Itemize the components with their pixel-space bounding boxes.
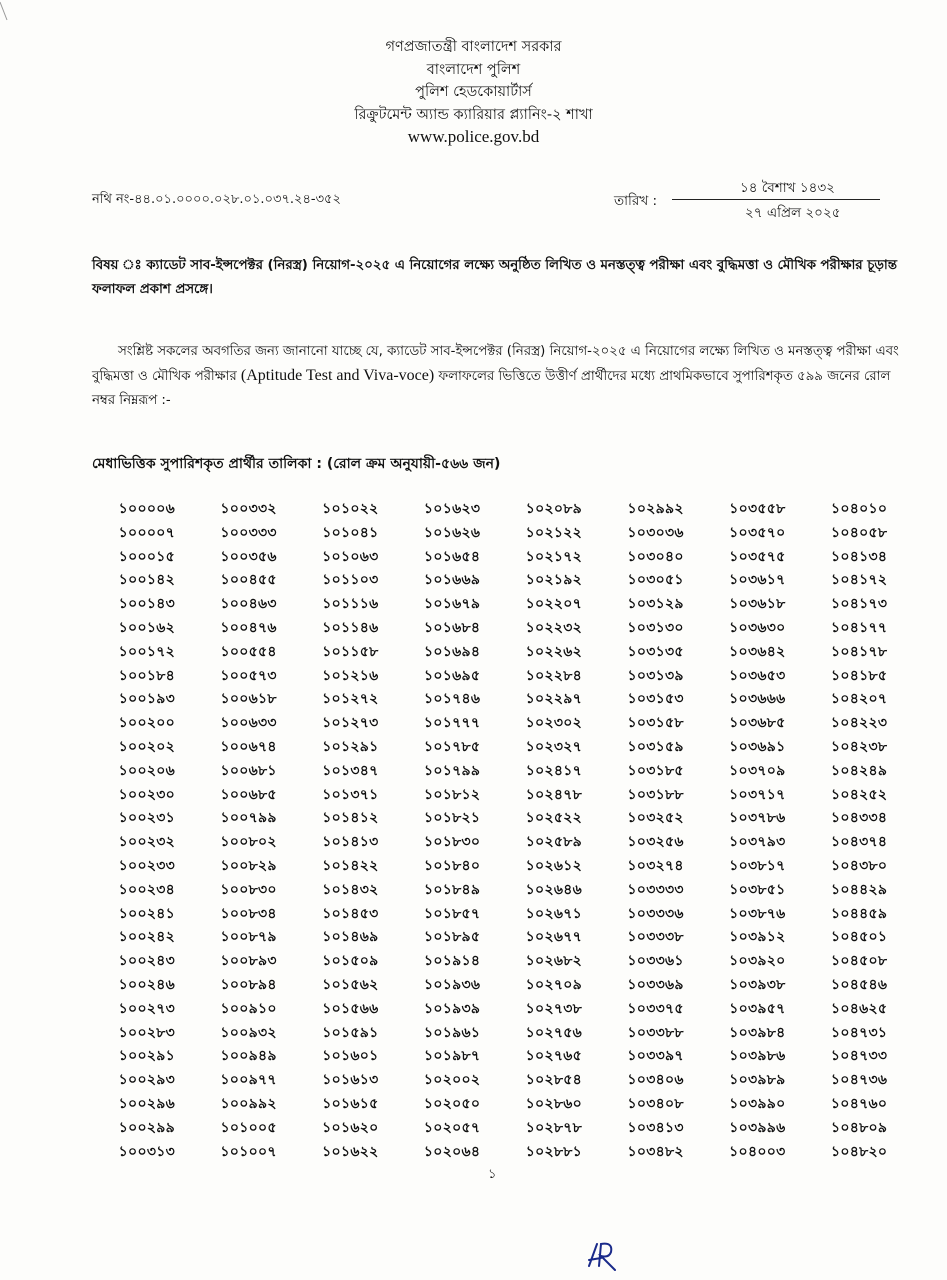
roll-number-cell: ১০০২৯১ [118, 1048, 176, 1065]
roll-number-cell: ১০৩১৮৮ [627, 786, 684, 803]
roll-number-cell: ১০১৬২০ [322, 1119, 379, 1136]
roll-number-cell: ১০৩৯৮৪ [729, 1024, 786, 1041]
roll-number-cell: ১০২৬৮২ [525, 953, 583, 970]
page-number: ১ [488, 1167, 497, 1182]
roll-number-cell: ১০৩১৩৯ [627, 667, 684, 684]
roll-number-cell: ১০২১৯২ [525, 572, 583, 589]
roll-number-cell: ১০২৮৭৮ [525, 1119, 583, 1136]
branch-name: রিক্রুটমেন্ট অ্যান্ড ক্যারিয়ার প্ল্যানিং-২ শাখা [354, 106, 593, 123]
roll-number-cell: ১০২৪১৭ [525, 762, 583, 779]
roll-number-cell: ১০১১৫৮ [322, 643, 379, 660]
roll-number-cell: ১০৩১৩০ [627, 619, 684, 636]
roll-number-cell: ১০৪৭৬০ [830, 1095, 888, 1112]
roll-number-cell: ১০৩৭১৭ [729, 786, 786, 803]
roll-number-cell: ১০১৮৪৯ [423, 881, 481, 898]
roll-number-cell: ১০০৯৯২ [220, 1095, 277, 1112]
roll-number-cell: ১০৩৩৩৬ [627, 905, 684, 922]
roll-number-cell: ১০০৬৩৩ [220, 715, 277, 732]
roll-number-cell: ১০৪০১০ [830, 501, 888, 517]
roll-number-cell: ১০৪১৭২ [830, 572, 888, 589]
roll-number-cell: ১০২০৬৪ [423, 1143, 481, 1160]
roll-number-cell: ১০০২০২ [118, 738, 176, 755]
roll-number-cell: ১০০২৩১ [118, 810, 176, 827]
roll-number-cell: ১০২৭৫৬ [525, 1024, 583, 1041]
roll-number-cell: ১০১৯৩৯ [423, 1000, 481, 1017]
roll-number-cell: ১০৪২২৩ [830, 715, 888, 732]
roll-number-cell: ১০৪৭৩১ [830, 1024, 888, 1041]
roll-number-cell: ১০০৯১০ [220, 1000, 277, 1017]
roll-number-cell: ১০০১৪২ [118, 572, 176, 589]
roll-number-cell: ১০০২৮৩ [118, 1024, 176, 1041]
roll-number-cell: ১০৩০৪০ [627, 548, 684, 565]
roll-number-cell: ১০২৭০৯ [525, 976, 583, 993]
roll-number-cell: ১০০৮৯৪ [220, 976, 277, 993]
roll-number-cell: ১০০৯৩২ [220, 1024, 277, 1041]
roll-number-cell: ১০০১৪৩ [118, 596, 176, 613]
roll-number-cell: ১০১১১৬ [322, 596, 379, 613]
roll-number-cell: ১০১০৪১ [322, 524, 379, 541]
roll-number-cell: ১০৩২৫২ [627, 810, 684, 827]
roll-number-cell: ১০২৬১২ [525, 857, 583, 874]
roll-number-cell: ১০০২৩৪ [118, 881, 176, 898]
roll-number-cell: ১০৪৩৭৪ [830, 834, 888, 851]
roll-number-cell: ১০২৮৬০ [525, 1095, 583, 1112]
roll-number-cell: ১০২২৩২ [525, 619, 583, 636]
government-name: গণপ্রজাতন্ত্রী বাংলাদেশ সরকার [385, 39, 562, 55]
roll-number-cell: ১০২০৮৯ [525, 501, 583, 517]
roll-number-cell: ১০২২৯৭ [525, 691, 583, 708]
roll-number-cell: ১০১৯১৪ [423, 953, 481, 970]
roll-number-cell: ১০৪২৩৮ [830, 738, 888, 755]
roll-number-cell: ১০৩১৫৯ [627, 738, 684, 755]
roll-number-cell: ১০৪৮০৯ [830, 1119, 888, 1136]
roll-number-cell: ১০৩৯৯০ [729, 1095, 786, 1112]
roll-number-cell: ১০৩৫৫৮ [729, 501, 786, 517]
body-english-term: (Aptitude Test and Viva-voce) [240, 367, 435, 384]
roll-number-cell: ১০৩৫৭০ [729, 524, 786, 541]
roll-number-cell: ১০১৭৯৯ [423, 762, 481, 779]
roll-number-cell: ১০০২৯৩ [118, 1072, 176, 1089]
roll-number-cell: ১০০৬১৮ [220, 691, 277, 708]
roll-number-cell: ১০১৬৯৪ [423, 643, 481, 660]
roll-number-cell: ১০৩৫৭৫ [729, 548, 786, 565]
roll-number-cell: ১০৩১২৯ [627, 596, 684, 613]
roll-number-cell: ১০৩৮৫১ [729, 881, 786, 898]
roll-number-cell: ১০৩৯৮৬ [729, 1048, 786, 1065]
roll-number-cell: ১০০০০৬ [118, 501, 176, 517]
roll-number-cell: ১০৩০৫১ [627, 572, 684, 589]
roll-number-cell: ১০১৬৭৯ [423, 596, 481, 613]
roll-number-cell: ১০১৬৫৪ [423, 548, 481, 565]
roll-number-cell: ১০১৭৭৭ [423, 715, 481, 732]
roll-number-cell: ১০০০০৭ [118, 524, 176, 541]
roll-number-cell: ১০১১০৩ [322, 572, 379, 589]
roll-number-cell: ১০০২৪৬ [118, 976, 176, 993]
roll-number-cell: ১০০৮২৯ [220, 857, 277, 874]
website-link[interactable]: www.police.gov.bd [407, 127, 540, 146]
roll-number-cell: ১০৩৭৮৬ [729, 810, 786, 827]
roll-number-cell: ১০২৬৭১ [525, 905, 583, 922]
roll-number-cell: ১০৩৬৪২ [729, 643, 786, 660]
roll-number-cell: ১০১৯৩৬ [423, 976, 481, 993]
roll-number-cell: ১০১২৯১ [322, 738, 379, 755]
roll-number-cell: ১০০৩৫৬ [220, 548, 277, 565]
roll-number-cell: ১০৪২৫২ [830, 786, 888, 803]
roll-number-cell: ১০০২০৬ [118, 762, 176, 779]
roll-number-cell: ১০০২৯৯ [118, 1119, 176, 1136]
roll-number-cell: ১০১৭৪৬ [423, 691, 481, 708]
roll-number-cell: ১০২৮৮১ [525, 1143, 583, 1160]
date-divider [672, 199, 880, 200]
roll-number-cell: ১০০২৪২ [118, 929, 176, 946]
roll-number-cell: ১০৩৩৭৫ [627, 1000, 684, 1017]
roll-number-cell: ১০৩৬৮৫ [729, 715, 786, 732]
roll-number-cell: ১০১০০৫ [220, 1119, 277, 1136]
roll-number-cell: ১০৪৪৫৯ [830, 905, 888, 922]
roll-number-cell: ১০৩৪১৩ [627, 1119, 684, 1136]
roll-number-cell: ১০০৮৭৯ [220, 929, 277, 946]
roll-number-cell: ১০৩১৫৮ [627, 715, 684, 732]
roll-number-cell: ১০১০২২ [322, 501, 379, 517]
roll-number-cell: ১০৩৩৯৭ [627, 1048, 684, 1065]
subject-line: বিষয় ঃ ক্যাডেট সাব-ইন্সপেক্টর (নিরস্ত্র) নিয়োগ-২০২৫ এ নিয়োগের লক্ষ্যে অনুষ্ঠিত লিখিত ও মনস্তত্ত্ব পরীক্ষা এবং বুদ্ধিমত্তা ও মৌখিক পরীক্ষার চূড়ান্ত ফলাফল প্রকাশ প্রসঙ্গে। [92, 258, 897, 297]
roll-number-cell: ১০৪৭৩৬ [830, 1072, 888, 1089]
body-text-part1: সংশ্লিষ্ট সকলের অবগতির জন্য জানানো যাচ্ছে যে, ক্যাডেট সাব-ইন্সপেক্টর (নিরস্ত্র) নিয়োগ-২০২৫ এ নিয়োগের লক্ষ্যে লিখিত ও মনস্তত্ত্ব পরীক্ষা এবং বুদ্ধিমত্তা ও মৌখিক পরীক্ষার [92, 344, 899, 384]
roll-number-cell: ১০৪০০৩ [729, 1143, 786, 1160]
page-corner-mark [0, 0, 10, 22]
roll-number-cell: ১০৩৬৬৬ [729, 691, 786, 708]
roll-number-cell: ১০১৬৯৫ [423, 667, 481, 684]
roll-number-cell: ১০০৭৯৯ [220, 810, 277, 827]
roll-number-cell: ১০২২০৭ [525, 596, 583, 613]
roll-number-cell: ১০৩০৩৬ [627, 524, 684, 541]
roll-number-cell: ১০৪২০৭ [830, 691, 888, 708]
roll-number-cell: ১০১৬১৫ [322, 1095, 379, 1112]
signature-initials [585, 1238, 625, 1274]
roll-number-cell: ১০১৩৭১ [322, 786, 379, 803]
roll-number-cell: ১০৩৩৩৮ [627, 929, 684, 946]
roll-number-cell: ১০৩৬৫৩ [729, 667, 786, 684]
roll-number-cell: ১০২৬৭৭ [525, 929, 583, 946]
roll-number-cell: ১০৩৩৮৮ [627, 1024, 684, 1041]
roll-number-cell: ১০০৫৭৩ [220, 667, 277, 684]
memo-number: নথি নং-৪৪.০১.০০০০.০২৮.০১.০৩৭.২৪-৩৫২ [92, 192, 341, 207]
roll-number-cell: ১০০৮৩৪ [220, 905, 277, 922]
roll-number-cell: ১০৪৬২৫ [830, 1000, 888, 1017]
roll-number-cell: ১০৪৪২৯ [830, 881, 888, 898]
roll-number-cell: ১০৩৬১৮ [729, 596, 786, 613]
roll-number-cell: ১০৩৩৬১ [627, 953, 684, 970]
roll-number-cell: ১০৪৩৮০ [830, 857, 888, 874]
roll-number-cell: ১০১৮৫৭ [423, 905, 481, 922]
letterhead [0, 36, 947, 149]
roll-number-cell: ১০১৯৮৭ [423, 1048, 481, 1065]
roll-number-cell: ১০৩৯৮৯ [729, 1072, 786, 1089]
roll-number-cell: ১০১২৭২ [322, 691, 379, 708]
roll-number-cell: ১০২৩২৭ [525, 738, 583, 755]
roll-number-cell: ১০১৯৬১ [423, 1024, 481, 1041]
date-gregorian: ২৭ এপ্রিল ২০২৫ [745, 205, 841, 221]
roll-number-cell: ১০৩৬৩০ [729, 619, 786, 636]
roll-number-cell: ১০০৯৪৯ [220, 1048, 277, 1065]
date-bengali: ১৪ বৈশাখ ১৪৩২ [740, 180, 835, 196]
roll-number-cell: ১০৩৮১৭ [729, 857, 786, 874]
roll-number-cell: ১০০৯৭৭ [220, 1072, 277, 1089]
roll-number-cell: ১০০১৯৩ [118, 691, 176, 708]
roll-number-cell: ১০২০৫৭ [423, 1119, 481, 1136]
roll-number-cell: ১০০৪৫৫ [220, 572, 277, 589]
roll-number-cell: ১০৩৪০৬ [627, 1072, 684, 1089]
roll-number-cell: ১০০৮৩০ [220, 881, 277, 898]
roll-number-cell: ১০৪১৮৫ [830, 667, 888, 684]
roll-number-cell: ১০২৫৮৯ [525, 834, 583, 851]
roll-number-cell: ১০০৫৫৪ [220, 643, 277, 660]
roll-number-cell: ১০২৭৬৫ [525, 1048, 583, 1065]
roll-number-cell: ১০২২৮৪ [525, 667, 583, 684]
roll-number-cell: ১০৩২৫৬ [627, 834, 684, 851]
roll-number-cell: ১০১৬২৬ [423, 524, 481, 541]
roll-number-cell: ১০৩৯৯৬ [729, 1119, 786, 1136]
roll-number-cell: ১০৪৫০১ [830, 929, 888, 946]
roll-number-cell: ১০৪৭৩৩ [830, 1048, 888, 1065]
roll-number-cell: ১০১৮৪০ [423, 857, 481, 874]
roll-number-cell: ১০৪১৭৮ [830, 643, 888, 660]
roll-number-cell: ১০০৩৩২ [220, 501, 277, 517]
roll-number-cell: ১০১০০৭ [220, 1143, 277, 1160]
roll-number-cell: ১০১৮২১ [423, 810, 481, 827]
roll-number-cell: ১০০৩৩৩ [220, 524, 277, 541]
roll-number-cell: ১০২১২২ [525, 524, 583, 541]
roll-number-cell: ১০১২৭৩ [322, 715, 379, 732]
roll-number-cell: ১০২৯৯২ [627, 501, 684, 517]
roll-number-cell: ১০৪৮২০ [830, 1143, 888, 1160]
roll-number-cell: ১০২৫২২ [525, 810, 583, 827]
roll-number-cell: ১০৩১৫৩ [627, 691, 684, 708]
roll-number-cell: ১০০৩১৩ [118, 1143, 176, 1160]
roll-number-cell: ১০১৪১৩ [322, 834, 379, 851]
roll-number-cell: ১০০১৭২ [118, 643, 176, 660]
roll-number-cell: ১০১৬৬৯ [423, 572, 481, 589]
roll-number-cell: ১০৪২৪৯ [830, 762, 888, 779]
roll-number-cell: ১০০০১৫ [118, 548, 176, 565]
roll-number-cell: ১০২০৫০ [423, 1095, 481, 1112]
roll-number-cell: ১০০১৮৪ [118, 667, 176, 684]
roll-number-cell: ১০৩৪০৮ [627, 1095, 684, 1112]
body-text-part2: ফলাফলের ভিত্তিতে উত্তীর্ণ প্রার্থীদের মধ্যে প্রাথমিকভাবে সুপারিশকৃত ৫৯৯ জনের রোল নম্বর নিম্নরূপ :- [92, 369, 891, 408]
roll-number-cell: ১০৪১৩৪ [830, 548, 888, 565]
roll-number-cell: ১০১১৪৬ [322, 619, 379, 636]
roll-number-cell: ১০৩৯৫৭ [729, 1000, 786, 1017]
date-label: তারিখ : [614, 193, 658, 209]
roll-number-cell: ১০১৬১৩ [322, 1072, 379, 1089]
roll-number-cell: ১০১৮৩০ [423, 834, 481, 851]
roll-number-cell: ১০৩৩৩৩ [627, 881, 684, 898]
roll-number-cell: ১০৩৯১২ [729, 929, 786, 946]
body-paragraph [92, 340, 904, 413]
roll-number-cell: ১০৩১৮৫ [627, 762, 684, 779]
roll-number-cell: ১০১৪২২ [322, 857, 379, 874]
roll-number-cell: ১০২৪৭৮ [525, 786, 583, 803]
roll-number-cell: ১০০২৩৩ [118, 857, 176, 874]
roll-number-cell: ১০২৮৫৪ [525, 1072, 583, 1089]
roll-number-cell: ১০১৫০৯ [322, 953, 379, 970]
roll-number-cell: ১০০২৪৩ [118, 953, 176, 970]
roll-number-cell: ১০৪১৭৩ [830, 596, 888, 613]
roll-number-cell: ১০১৮১২ [423, 786, 481, 803]
roll-number-cell: ১০৩৯২০ [729, 953, 786, 970]
roll-number-cell: ১০১২১৬ [322, 667, 379, 684]
roll-number-cell: ১০৩৭০৯ [729, 762, 786, 779]
roll-number-cell: ১০৪৫০৮ [830, 953, 888, 970]
roll-number-cell: ১০০৮৯৩ [220, 953, 277, 970]
roll-number-cell: ১০৩৬১৭ [729, 572, 786, 589]
roll-number-cell: ১০৪০৫৮ [830, 524, 888, 541]
roll-number-cell: ১০২২৬২ [525, 643, 583, 660]
roll-number-cell: ১০২৩০২ [525, 715, 583, 732]
roll-number-cell: ১০৩৮৭৬ [729, 905, 786, 922]
roll-number-cell: ১০০২৩০ [118, 786, 176, 803]
roll-number-cell: ১০২১৭২ [525, 548, 583, 565]
roll-number-cell: ১০১৫৬২ [322, 976, 379, 993]
roll-number-cell: ১০১৪৩২ [322, 881, 379, 898]
roll-number-cell: ১০২৭৩৮ [525, 1000, 583, 1017]
headquarters-name: পুলিশ হেডকোয়ার্টার্স [415, 84, 532, 100]
roll-number-cell: ১০১৮৯৫ [423, 929, 481, 946]
roll-number-cell: ১০৪১৭৭ [830, 619, 888, 636]
roll-number-cell: ১০১৬২৩ [423, 501, 481, 517]
roll-number-cell: ১০১৩৪৭ [322, 762, 379, 779]
roll-number-cell: ১০০১৬২ [118, 619, 176, 636]
roll-number-cell: ১০১৫৬৬ [322, 1000, 379, 1017]
organization-name: বাংলাদেশ পুলিশ [426, 61, 521, 78]
roll-number-cell: ১০৩৩৬৯ [627, 976, 684, 993]
roll-number-cell: ১০০৬৮৫ [220, 786, 277, 803]
roll-number-cell: ১০২০০২ [423, 1072, 481, 1089]
roll-number-cell: ১০২৬৪৬ [525, 881, 583, 898]
roll-number-table [96, 498, 910, 1164]
roll-number-cell: ১০০২৭৩ [118, 1000, 176, 1017]
roll-number-cell: ১০১৫৯১ [322, 1024, 379, 1041]
roll-number-cell: ১০৩৪৮২ [627, 1143, 684, 1160]
roll-number-cell: ১০০২৪১ [118, 905, 176, 922]
roll-number-cell: ১০৪৫৪৬ [830, 976, 888, 993]
roll-number-cell: ১০০৮০২ [220, 834, 277, 851]
roll-number-cell: ১০১৪১২ [322, 810, 379, 827]
roll-number-cell: ১০১০৬৩ [322, 548, 379, 565]
roll-number-cell: ১০৩৬৯১ [729, 738, 786, 755]
roll-number-cell: ১০০৪৬৩ [220, 596, 277, 613]
roll-number-cell: ১০০২৯৬ [118, 1095, 176, 1112]
roll-number-cell: ১০১৪৫৩ [322, 905, 379, 922]
roll-number-cell: ১০৩২৭৪ [627, 857, 684, 874]
roll-number-cell: ১০০২০০ [118, 715, 176, 732]
roll-number-cell: ১০১৭৮৫ [423, 738, 481, 755]
roll-number-cell: ১০৪৩৩৪ [830, 810, 888, 827]
roll-number-cell: ১০১৬৮৪ [423, 619, 481, 636]
roll-number-cell: ১০০৪৭৬ [220, 619, 277, 636]
roll-number-cell: ১০৩৭৯৩ [729, 834, 786, 851]
roll-number-cell: ১০০৬৭৪ [220, 738, 277, 755]
roll-number-cell: ১০১৬০১ [322, 1048, 379, 1065]
roll-number-cell: ১০৩১৩৫ [627, 643, 684, 660]
roll-number-cell: ১০০২৩২ [118, 834, 176, 851]
list-title: মেধাভিত্তিক সুপারিশকৃত প্রার্থীর তালিকা : (রোল ক্রম অনুযায়ী-৫৬৬ জন) [92, 456, 501, 472]
roll-number-cell: ১০১৬২২ [322, 1143, 379, 1160]
roll-number-cell: ১০১৪৬৯ [322, 929, 379, 946]
roll-number-cell: ১০০৬৮১ [220, 762, 277, 779]
roll-number-cell: ১০৩৯৩৮ [729, 976, 786, 993]
